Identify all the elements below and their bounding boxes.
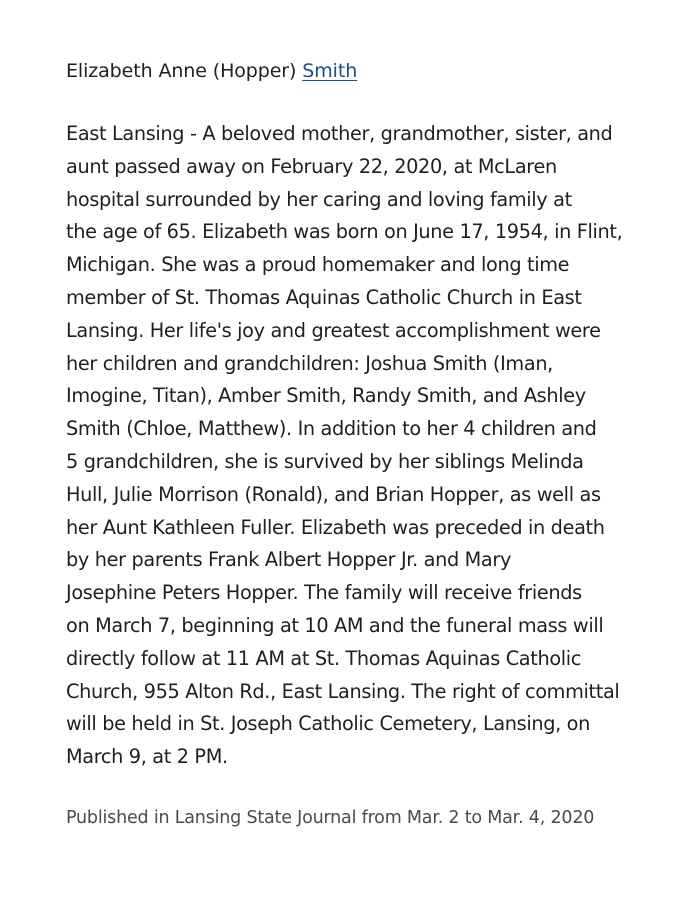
obituary-line: Hull, Julie Morrison (Ronald), and Brian Hopper, as well as — [66, 482, 601, 506]
obituary-line: Lansing. Her life's joy and greatest accomplishment were — [66, 318, 601, 342]
obituary-line: her Aunt Kathleen Fuller. Elizabeth was preceded in death — [66, 515, 605, 539]
obituary-line: Michigan. She was a proud homemaker and long time — [66, 253, 570, 277]
published-notice: Published in Lansing State Journal from Mar. 2 to Mar. 4, 2020 — [66, 808, 595, 828]
obituary-body — [66, 118, 666, 774]
obituary-line: Church, 955 Alton Rd., East Lansing. The right of committal — [66, 679, 620, 703]
obituary-line: will be held in St. Joseph Catholic Cemetery, Lansing, on — [66, 712, 591, 736]
obituary-line: Josephine Peters Hopper. The family will receive friends — [66, 581, 582, 605]
obituary-line: Smith (Chloe, Matthew). In addition to her 4 children and — [66, 417, 597, 441]
obituary-line: Imogine, Titan), Amber Smith, Randy Smith, and Ashley — [66, 384, 586, 408]
obituary-line: by her parents Frank Albert Hopper Jr. and Mary — [66, 548, 512, 572]
obituary-heading — [66, 58, 357, 84]
obituary-line: aunt passed away on February 22, 2020, at McLaren — [66, 154, 557, 178]
surname-link[interactable]: Smith — [302, 60, 358, 82]
obituary-line: 5 grandchildren, she is survived by her siblings Melinda — [66, 449, 584, 473]
obituary-line: her children and grandchildren: Joshua Smith (Iman, — [66, 351, 553, 375]
obituary-line: hospital surrounded by her caring and loving family at — [66, 187, 572, 211]
obituary-line: March 9, at 2 PM. — [66, 745, 228, 769]
obituary-line: East Lansing - A beloved mother, grandmother, sister, and — [66, 122, 613, 145]
obituary-line: the age of 65. Elizabeth was born on June 17, 1954, in Flint, — [66, 220, 623, 244]
obituary-line: member of St. Thomas Aquinas Catholic Church in East — [66, 285, 582, 309]
deceased-name: Elizabeth Anne (Hopper) — [66, 60, 297, 82]
obituary-line: on March 7, beginning at 10 AM and the funeral mass will — [66, 613, 604, 637]
obituary-line: directly follow at 11 AM at St. Thomas Aquinas Catholic — [66, 646, 582, 670]
